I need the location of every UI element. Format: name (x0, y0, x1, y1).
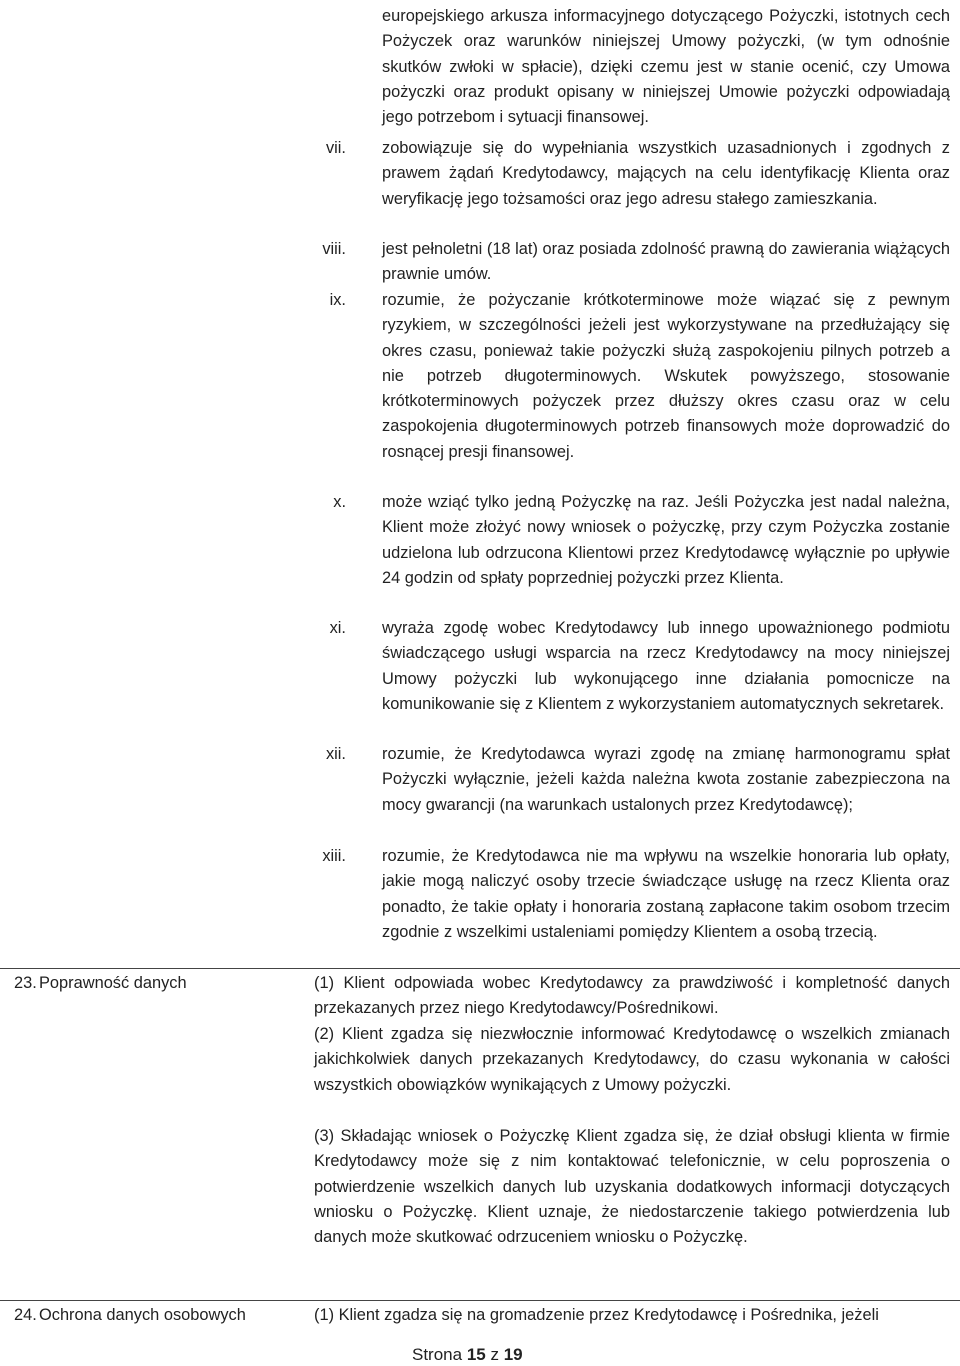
section-24-number: 24. (14, 1306, 37, 1324)
list-item-number: viii. (322, 240, 346, 258)
list-item-number: xiii. (322, 847, 346, 865)
list-item-text: zobowiązuje się do wypełniania wszystkich uzasadnionych i zgodnych z prawem żądań Kredytodawcy, mających na celu identyfikację Klienta oraz weryfikację jego tożsamości oraz jego adresu stałego zamieszkania. (382, 139, 950, 208)
list-item-text: rozumie, że pożyczanie krótkoterminowe może wiązać się z pewnym ryzykiem, w szczególności jeżeli jest wykorzystywane na przedłużający się okres czasu, ponieważ takie pożyczki służą zaspokojeniu pilnych potrzeb a nie potrzeb długoterminowych. Wskutek powyższego, stosowanie krótkoterminowych pożyczek przez dłuższy okres czasu oraz w celu zaspokojenia długoterminowych potrzeb finansowych może doprowadzić do rosnącej presji finansowej. (382, 291, 950, 461)
section-23-paragraph-2: (2) Klient zgadza się niezwłocznie informować Kredytodawcę o wszelkich zmianach jakichkolwiek danych przekazanych Kredytodawcy, do czasu wykonania w całości wszystkich obowiązków wynikających z Umowy pożyczki. (314, 1025, 950, 1094)
list-item-text: rozumie, że Kredytodawca nie ma wpływu na wszelkie honoraria lub opłaty, jakie mogą naliczyć osoby trzecie świadczące usługę na rzecz Klienta oraz ponadto, że takie opłaty i honoraria zostaną zapłacone takim osobom trzecim zgodnie z wszelkimi ustaleniami pomiędzy Klientem a osobą trzecią. (382, 847, 950, 941)
list-item-number: x. (333, 493, 346, 511)
section-divider (0, 1300, 960, 1301)
page-number-current: 15 (466, 1345, 486, 1364)
list-continuation-text: europejskiego arkusza informacyjnego dotyczącego Pożyczki, istotnych cech Pożyczek oraz warunków niniejszej Umowy pożyczki, (w tym odnośnie skutków zwłoki w spłacie), dzięki czemu jest w stanie ocenić, czy Umowa pożyczki oraz produkt opisany w niniejszej Umowie pożyczki odpowiadają jego potrzebom i sytuacji finansowej. (382, 7, 950, 127)
list-item-text: rozumie, że Kredytodawca wyrazi zgodę na zmianę harmonogramu spłat Pożyczki wyłącznie, jeżeli każda należna kwota zostanie zabezpieczona na mocy gwarancji (na warunkach ustalonych przez Kredytodawcę); (382, 745, 950, 814)
list-item-text: jest pełnoletni (18 lat) oraz posiada zdolność prawną do zawierania wiążących prawnie umów. (382, 240, 950, 284)
section-23-paragraph-1: (1) Klient odpowiada wobec Kredytodawcy za prawdziwość i kompletność danych przekazanych przez niego Kredytodawcy/Pośrednikowi. (314, 974, 950, 1018)
list-item-number: vii. (325, 139, 346, 157)
page-number-prefix: Strona (412, 1345, 463, 1364)
section-23-title: Poprawność danych (39, 974, 187, 992)
list-item-text: wyraża zgodę wobec Kredytodawcy lub innego upoważnionego podmiotu świadczącego usługi wsparcia na rzecz Kredytodawcy na mocy niniejszej Umowy pożyczki lub wykonującego inne działania pomocnicze na komunikowanie się z Klientem z wykorzystaniem automatycznych sekretarek. (382, 619, 950, 713)
page-number (412, 1344, 523, 1366)
section-24-title: Ochrona danych osobowych (39, 1306, 246, 1324)
list-item-text: może wziąć tylko jedną Pożyczkę na raz. Jeśli Pożyczka jest nadal należna, Klient może złożyć nowy wniosek o pożyczkę, przy czym Pożyczka zostanie udzielona lub odrzucona Klientowi przez Kredytodawcę wyłącznie po upływie 24 godzin od spłaty poprzedniej pożyczki przez Klienta. (382, 493, 950, 587)
page-number-total: 19 (503, 1345, 523, 1364)
section-23-paragraph-3: (3) Składając wniosek o Pożyczkę Klient zgadza się, że dział obsługi klienta w firmie Kredytodawcy może się z nim kontaktować telefonicznie, w celu poproszenia o potwierdzenie wszelkich danych lub uzyskania dodatkowych informacji dotyczących wniosku o Pożyczkę. Klient uznaje, że niedostarczenie takiego potwierdzenia lub danych może skutkować odrzuceniem wniosku o Pożyczkę. (314, 1127, 950, 1247)
list-item-number: xii. (325, 745, 346, 763)
section-divider (0, 968, 960, 969)
page-number-separator: z (490, 1345, 499, 1364)
list-item-number: ix. (329, 291, 346, 309)
list-item-number: xi. (329, 619, 346, 637)
section-23-number: 23. (14, 974, 37, 992)
section-24-paragraph-1: (1) Klient zgadza się na gromadzenie przez Kredytodawcę i Pośrednika, jeżeli (314, 1306, 879, 1324)
